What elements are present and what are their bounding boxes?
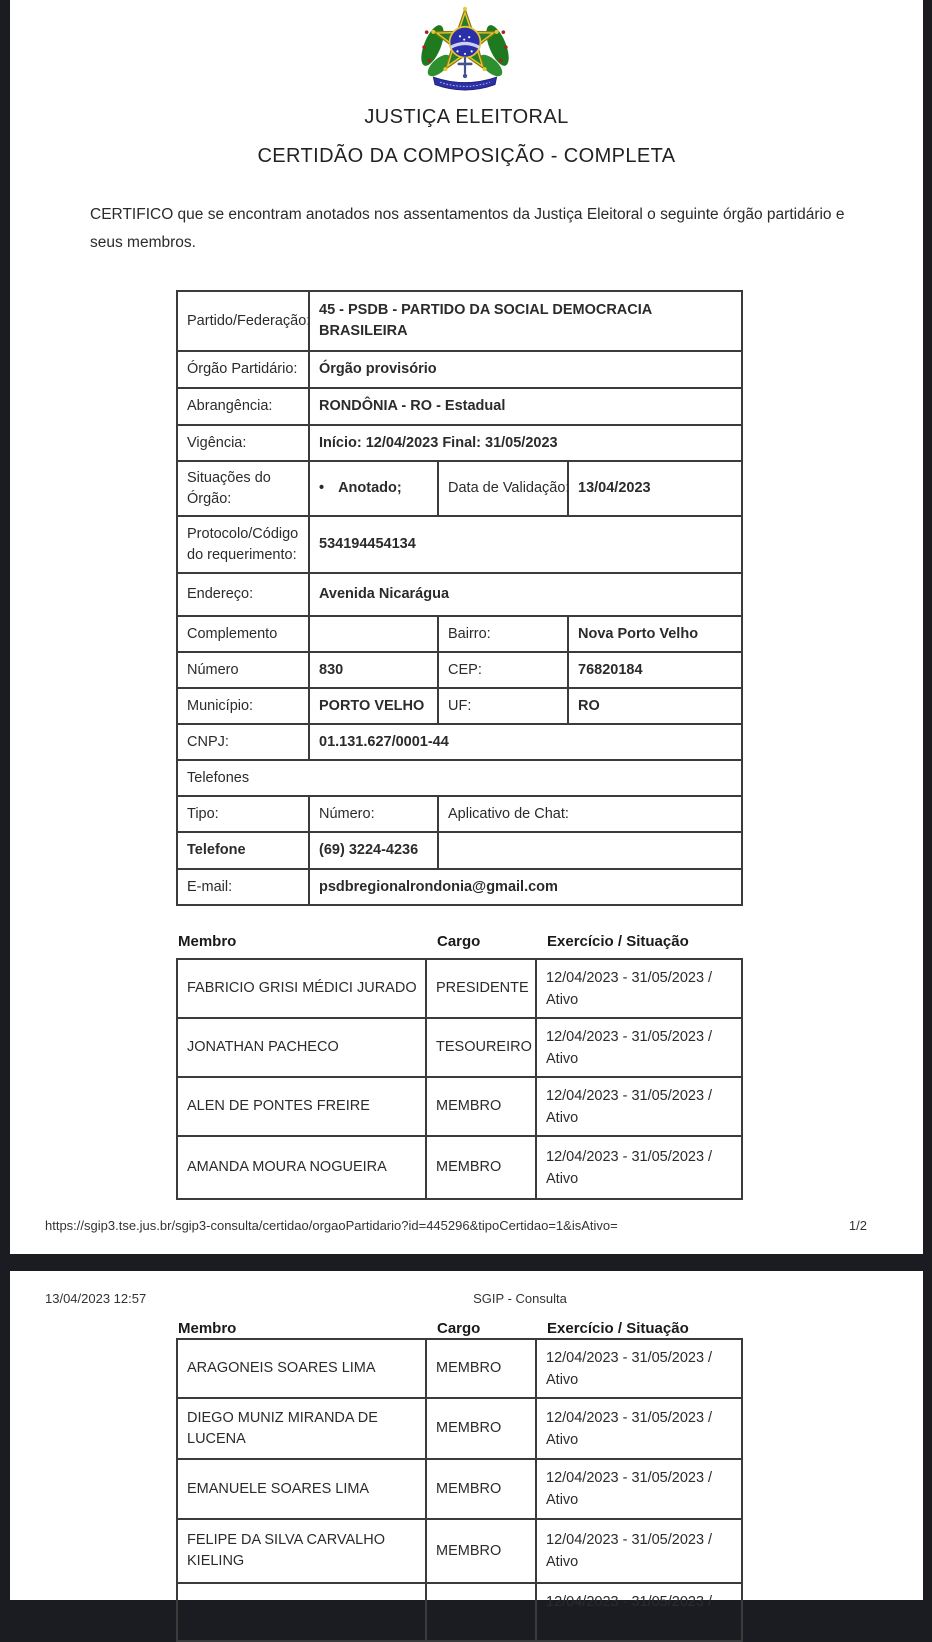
abrangencia-label: Abrangência: — [177, 388, 309, 425]
member-cargo: TESOUREIRO — [426, 1018, 536, 1077]
numero-col-label: Número: — [309, 796, 438, 832]
party-info-table — [176, 290, 743, 906]
member-name: ALEN DE PONTES FREIRE — [177, 1077, 426, 1136]
municipio-value: PORTO VELHO — [309, 688, 438, 724]
brazil-coat-of-arms-icon — [415, 2, 515, 99]
col-header-exercicio: Exercício / Situação — [547, 1320, 689, 1337]
numero-value: 830 — [309, 652, 438, 688]
member-exercicio: 12/04/2023 - 31/05/2023 / Ativo — [536, 1077, 742, 1136]
row-vigencia — [177, 425, 742, 461]
member-row — [177, 1398, 742, 1459]
protocolo-label: Protocolo/Código do requerimento: — [177, 516, 309, 573]
uf-label: UF: — [438, 688, 568, 724]
endereco-label: Endereço: — [177, 573, 309, 616]
member-exercicio: 12/04/2023 - 31/05/2023 / Ativo — [536, 1136, 742, 1199]
footer-url: https://sgip3.tse.jus.br/sgip3-consulta/certidao/orgaoPartidario?id=445296&tipoCertidao=1&isAtivo= — [45, 1218, 618, 1233]
endereco-value: Avenida Nicarágua — [309, 573, 742, 616]
row-numero-cep — [177, 652, 742, 688]
member-exercicio: 12/04/2023 - 31/05/2023 / Ativo — [536, 959, 742, 1018]
member-exercicio: 12/04/2023 - 31/05/2023 / Ativo — [536, 1519, 742, 1583]
member-name — [177, 1583, 426, 1641]
vigencia-value: Início: 12/04/2023 Final: 31/05/2023 — [309, 425, 742, 461]
row-abrangencia — [177, 388, 742, 425]
members-header-page1 — [176, 933, 741, 955]
col-header-membro: Membro — [178, 1320, 237, 1337]
situacoes-value: • Anotado; — [309, 461, 438, 516]
member-cargo: MEMBRO — [426, 1339, 536, 1398]
complemento-label: Complemento — [177, 616, 309, 652]
member-name: ARAGONEIS SOARES LIMA — [177, 1339, 426, 1398]
member-name: AMANDA MOURA NOGUEIRA — [177, 1136, 426, 1199]
member-row — [177, 1136, 742, 1199]
member-cargo: MEMBRO — [426, 1519, 536, 1583]
email-value: psdbregionalrondonia@gmail.com — [309, 869, 742, 905]
telefone-numero: (69) 3224-4236 — [309, 832, 438, 869]
row-situacoes — [177, 461, 742, 516]
row-orgao — [177, 351, 742, 388]
members-table-page2 — [176, 1338, 743, 1642]
row-complemento-bairro — [177, 616, 742, 652]
member-cargo: MEMBRO — [426, 1077, 536, 1136]
col-header-membro: Membro — [178, 933, 237, 950]
tipo-label: Tipo: — [177, 796, 309, 832]
validacao-label: Data de Validação: — [438, 461, 568, 516]
cep-value: 76820184 — [568, 652, 742, 688]
complemento-value — [309, 616, 438, 652]
partido-label: Partido/Federação: — [177, 291, 309, 351]
row-email — [177, 869, 742, 905]
row-municipio-uf — [177, 688, 742, 724]
telefone-chat-empty — [438, 832, 742, 869]
vigencia-label: Vigência: — [177, 425, 309, 461]
member-name: DIEGO MUNIZ MIRANDA DE LUCENA — [177, 1398, 426, 1459]
abrangencia-value: RONDÔNIA - RO - Estadual — [309, 388, 742, 425]
member-exercicio: 12/04/2023 - 31/05/2023 / Ativo — [536, 1398, 742, 1459]
certify-paragraph: CERTIFICO que se encontram anotados nos assentamentos da Justiça Eleitoral o seguinte órgão partidário e seus membros. — [90, 206, 845, 251]
bairro-value: Nova Porto Velho — [568, 616, 742, 652]
page-indicator: 1/2 — [848, 1218, 867, 1233]
member-name: JONATHAN PACHECO — [177, 1018, 426, 1077]
col-header-cargo: Cargo — [437, 933, 481, 950]
row-telefone — [177, 832, 742, 869]
protocolo-value: 534194454134 — [309, 516, 742, 573]
numero-label: Número — [177, 652, 309, 688]
member-name: FABRICIO GRISI MÉDICI JURADO — [177, 959, 426, 1018]
bullet-icon: • — [319, 480, 325, 496]
member-exercicio: 12/04/2023 - 31/05/2023 / Ativo — [536, 1339, 742, 1398]
row-cnpj — [177, 724, 742, 760]
member-name: FELIPE DA SILVA CARVALHO KIELING — [177, 1519, 426, 1583]
member-row — [177, 1018, 742, 1077]
row-protocolo — [177, 516, 742, 573]
row-endereco — [177, 573, 742, 616]
org-title: JUSTIÇA ELEITORAL — [364, 106, 569, 128]
uf-value: RO — [568, 688, 742, 724]
page2-app-title: SGIP - Consulta — [473, 1291, 567, 1306]
chat-label: Aplicativo de Chat: — [438, 796, 742, 832]
member-row — [177, 1459, 742, 1519]
member-row — [177, 1339, 742, 1398]
bairro-label: Bairro: — [438, 616, 568, 652]
document-page-2 — [10, 1271, 923, 1610]
member-row — [177, 959, 742, 1018]
cep-label: CEP: — [438, 652, 568, 688]
member-row — [177, 1519, 742, 1583]
member-cargo: MEMBRO — [426, 1398, 536, 1459]
member-exercicio: 12/04/2023 - 31/05/2023 / Ativo — [536, 1018, 742, 1077]
col-header-exercicio: Exercício / Situação — [547, 933, 689, 950]
page2-datetime: 13/04/2023 12:57 — [45, 1291, 147, 1306]
member-row — [177, 1077, 742, 1136]
member-exercicio: 12/04/2023 - 31/05/2023 / — [536, 1583, 742, 1641]
row-partido — [177, 291, 742, 351]
member-cargo: MEMBRO — [426, 1459, 536, 1519]
telefone-tipo: Telefone — [177, 832, 309, 869]
col-header-cargo: Cargo — [437, 1320, 481, 1337]
email-label: E-mail: — [177, 869, 309, 905]
validacao-value: 13/04/2023 — [568, 461, 742, 516]
cnpj-value: 01.131.627/0001-44 — [309, 724, 742, 760]
document-page-1 — [10, 0, 923, 1254]
members-table-page1 — [176, 958, 743, 1200]
doc-title: CERTIDÃO DA COMPOSIÇÃO - COMPLETA — [257, 145, 676, 167]
orgao-label: Órgão Partidário: — [177, 351, 309, 388]
partido-value: 45 - PSDB - PARTIDO DA SOCIAL DEMOCRACIA BRASILEIRA — [309, 291, 742, 351]
member-cargo: PRESIDENTE — [426, 959, 536, 1018]
member-cargo — [426, 1583, 536, 1641]
member-row-partial — [177, 1583, 742, 1641]
member-name: EMANUELE SOARES LIMA — [177, 1459, 426, 1519]
member-exercicio: 12/04/2023 - 31/05/2023 / Ativo — [536, 1459, 742, 1519]
municipio-label: Município: — [177, 688, 309, 724]
member-cargo: MEMBRO — [426, 1136, 536, 1199]
orgao-value: Órgão provisório — [309, 351, 742, 388]
situacoes-label: Situações do Órgão: — [177, 461, 309, 516]
telefones-header: Telefones — [177, 760, 742, 796]
cnpj-label: CNPJ: — [177, 724, 309, 760]
row-telefones-header — [177, 760, 742, 796]
row-telefone-headers — [177, 796, 742, 832]
